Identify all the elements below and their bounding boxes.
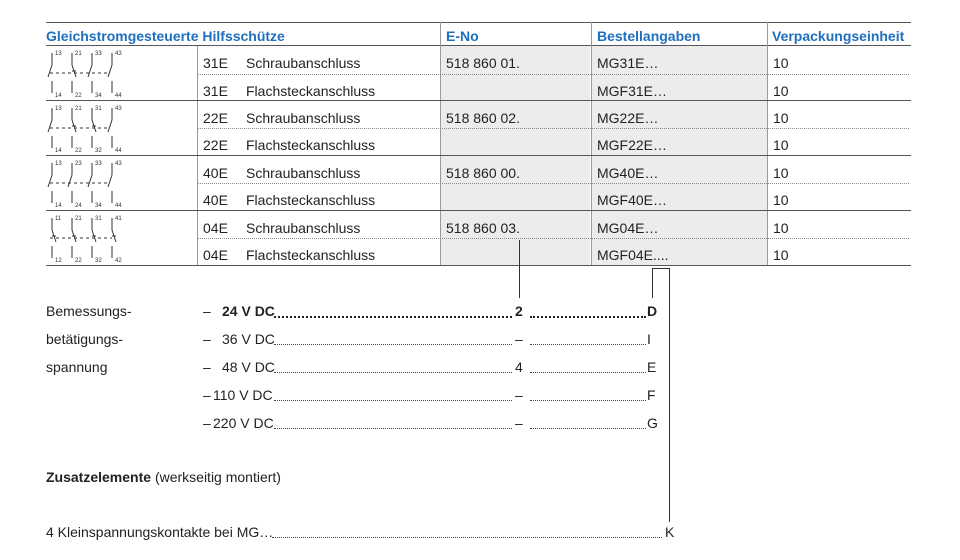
order-code: MGF22E… [597,137,668,153]
contact-31-icon [46,47,194,99]
col-sep-3 [591,22,592,265]
terminal-label: 33 [95,51,102,57]
col-sep-2 [440,22,441,265]
eno-digit: 4 [515,359,523,375]
group-divider [46,155,911,156]
leader-dots [274,400,512,401]
terminal-label: 14 [55,93,62,99]
terminal-label: 12 [55,258,62,264]
voltage-value: 110 V DC [213,387,273,403]
terminal-label: 13 [55,51,62,57]
order-code: MG31E… [597,55,659,71]
terminal-label: 43 [115,51,122,57]
type-code: 04E [203,220,228,236]
terminal-label: 24 [75,203,82,209]
voltage-dash: – [203,387,211,403]
order-code: MGF40E… [597,192,668,208]
terminal-label: 21 [75,106,82,112]
table-top-rule [46,22,911,23]
col-sep-4 [767,22,768,265]
order-letter: I [647,331,651,347]
eno-value: 518 860 02. [446,110,520,126]
terminal-label: 44 [115,148,122,154]
voltage-dash: – [203,415,211,431]
row-divider [198,238,909,239]
leader-dots [530,372,646,373]
terminal-label: 32 [95,148,102,154]
leader-dots [530,400,646,401]
order-letter: D [647,303,658,319]
row-divider [198,183,909,184]
eno-value: 518 860 01. [446,55,520,71]
group-divider [46,100,911,101]
pack-unit: 10 [773,55,789,71]
leader-dots [274,428,512,429]
terminal-label: 44 [115,93,122,99]
eno-digit: – [515,415,523,431]
terminal-label: 34 [95,93,102,99]
contact-04-icon [46,212,194,264]
voltage-value: 24 V DC [222,303,275,319]
order-code: MG22E… [597,110,659,126]
terminal-label: 21 [75,216,82,222]
eno-digit: – [515,387,523,403]
additional-connector-line [669,268,670,522]
header-order: Bestellangaben [597,28,701,44]
terminal-label: 42 [115,258,122,264]
terminal-label: 22 [75,258,82,264]
contact-22-icon [46,102,194,154]
pack-unit: 10 [773,83,789,99]
terminal-label: 32 [95,258,102,264]
header-underline [46,45,911,46]
voltage-dash: – [203,359,211,375]
type-code: 40E [203,165,228,181]
additional-item-text: 4 Kleinspannungskontakte bei MG… [46,524,274,540]
connection-type: Flachsteckanschluss [246,137,376,153]
voltage-value: 48 V DC [222,359,275,375]
leader-dots [274,372,512,373]
terminal-label: 21 [75,51,82,57]
pack-unit: 10 [773,220,789,236]
header-pack: Verpackungseinheit [772,28,905,44]
terminal-label: 43 [115,161,122,167]
connection-type: Schraubanschluss [246,165,361,181]
eno-value: 518 860 00. [446,165,520,181]
pack-unit: 10 [773,247,789,263]
type-code: 31E [203,83,228,99]
terminal-label: 43 [115,106,122,112]
connection-type: Flachsteckanschluss [246,192,376,208]
order-connector-line [652,268,653,298]
type-code: 40E [203,192,228,208]
terminal-label: 22 [75,93,82,99]
additional-item-letter: K [665,524,675,540]
header-product: Gleichstromgesteuerte Hilfsschütze [46,28,285,44]
leader-dots [274,316,512,318]
leader-dots [530,428,646,429]
voltage-dash: – [203,331,211,347]
eno-connector-line [519,240,520,298]
leader-dots [530,316,646,318]
eno-digit: – [515,331,523,347]
leader-dots [272,537,662,538]
pack-unit: 10 [773,110,789,126]
leader-dots [530,344,646,345]
order-letter: G [647,415,658,431]
additional-section-title [46,469,281,485]
header-eno: E-No [446,28,479,44]
pack-unit: 10 [773,165,789,181]
order-code: MGF31E… [597,83,668,99]
pack-unit: 10 [773,192,789,208]
connection-type: Schraubanschluss [246,55,361,71]
voltage-label-line-1: Bemessungs- [46,303,132,319]
terminal-label: 33 [95,161,102,167]
voltage-dash: – [203,303,211,319]
additional-heading: Zusatzelemente [46,469,152,485]
terminal-label: 31 [95,216,102,222]
additional-note: (werkseitig montiert) [154,469,281,485]
terminal-label: 23 [75,161,82,167]
eno-value: 518 860 03. [446,220,520,236]
terminal-label: 13 [55,106,62,112]
leader-dots [274,344,512,345]
connector-tick [652,268,669,269]
type-code: 31E [203,55,228,71]
row-divider [198,128,909,129]
terminal-label: 13 [55,161,62,167]
voltage-value: 36 V DC [222,331,275,347]
voltage-label-line-2: betätigungs- [46,331,124,347]
terminal-label: 22 [75,148,82,154]
terminal-label: 41 [115,216,122,222]
type-code: 04E [203,247,228,263]
table-bottom-rule [46,265,911,266]
order-code: MGF04E.... [597,247,669,263]
connection-type: Schraubanschluss [246,220,361,236]
contact-40-icon [46,157,194,209]
order-letter: E [647,359,657,375]
eno-digit: 2 [515,303,523,319]
terminal-label: 14 [55,148,62,154]
type-code: 22E [203,137,228,153]
order-code: MG40E… [597,165,659,181]
connection-type: Flachsteckanschluss [246,83,376,99]
type-code: 22E [203,110,228,126]
voltage-label-line-3: spannung [46,359,108,375]
terminal-label: 44 [115,203,122,209]
connection-type: Schraubanschluss [246,110,361,126]
order-code: MG04E… [597,220,659,236]
order-letter: F [647,387,656,403]
terminal-label: 11 [55,216,62,222]
row-divider [198,74,909,75]
terminal-label: 34 [95,203,102,209]
terminal-label: 31 [95,106,102,112]
voltage-value: 220 V DC [213,415,274,431]
group-divider [46,210,911,211]
pack-unit: 10 [773,137,789,153]
terminal-label: 14 [55,203,62,209]
connection-type: Flachsteckanschluss [246,247,376,263]
